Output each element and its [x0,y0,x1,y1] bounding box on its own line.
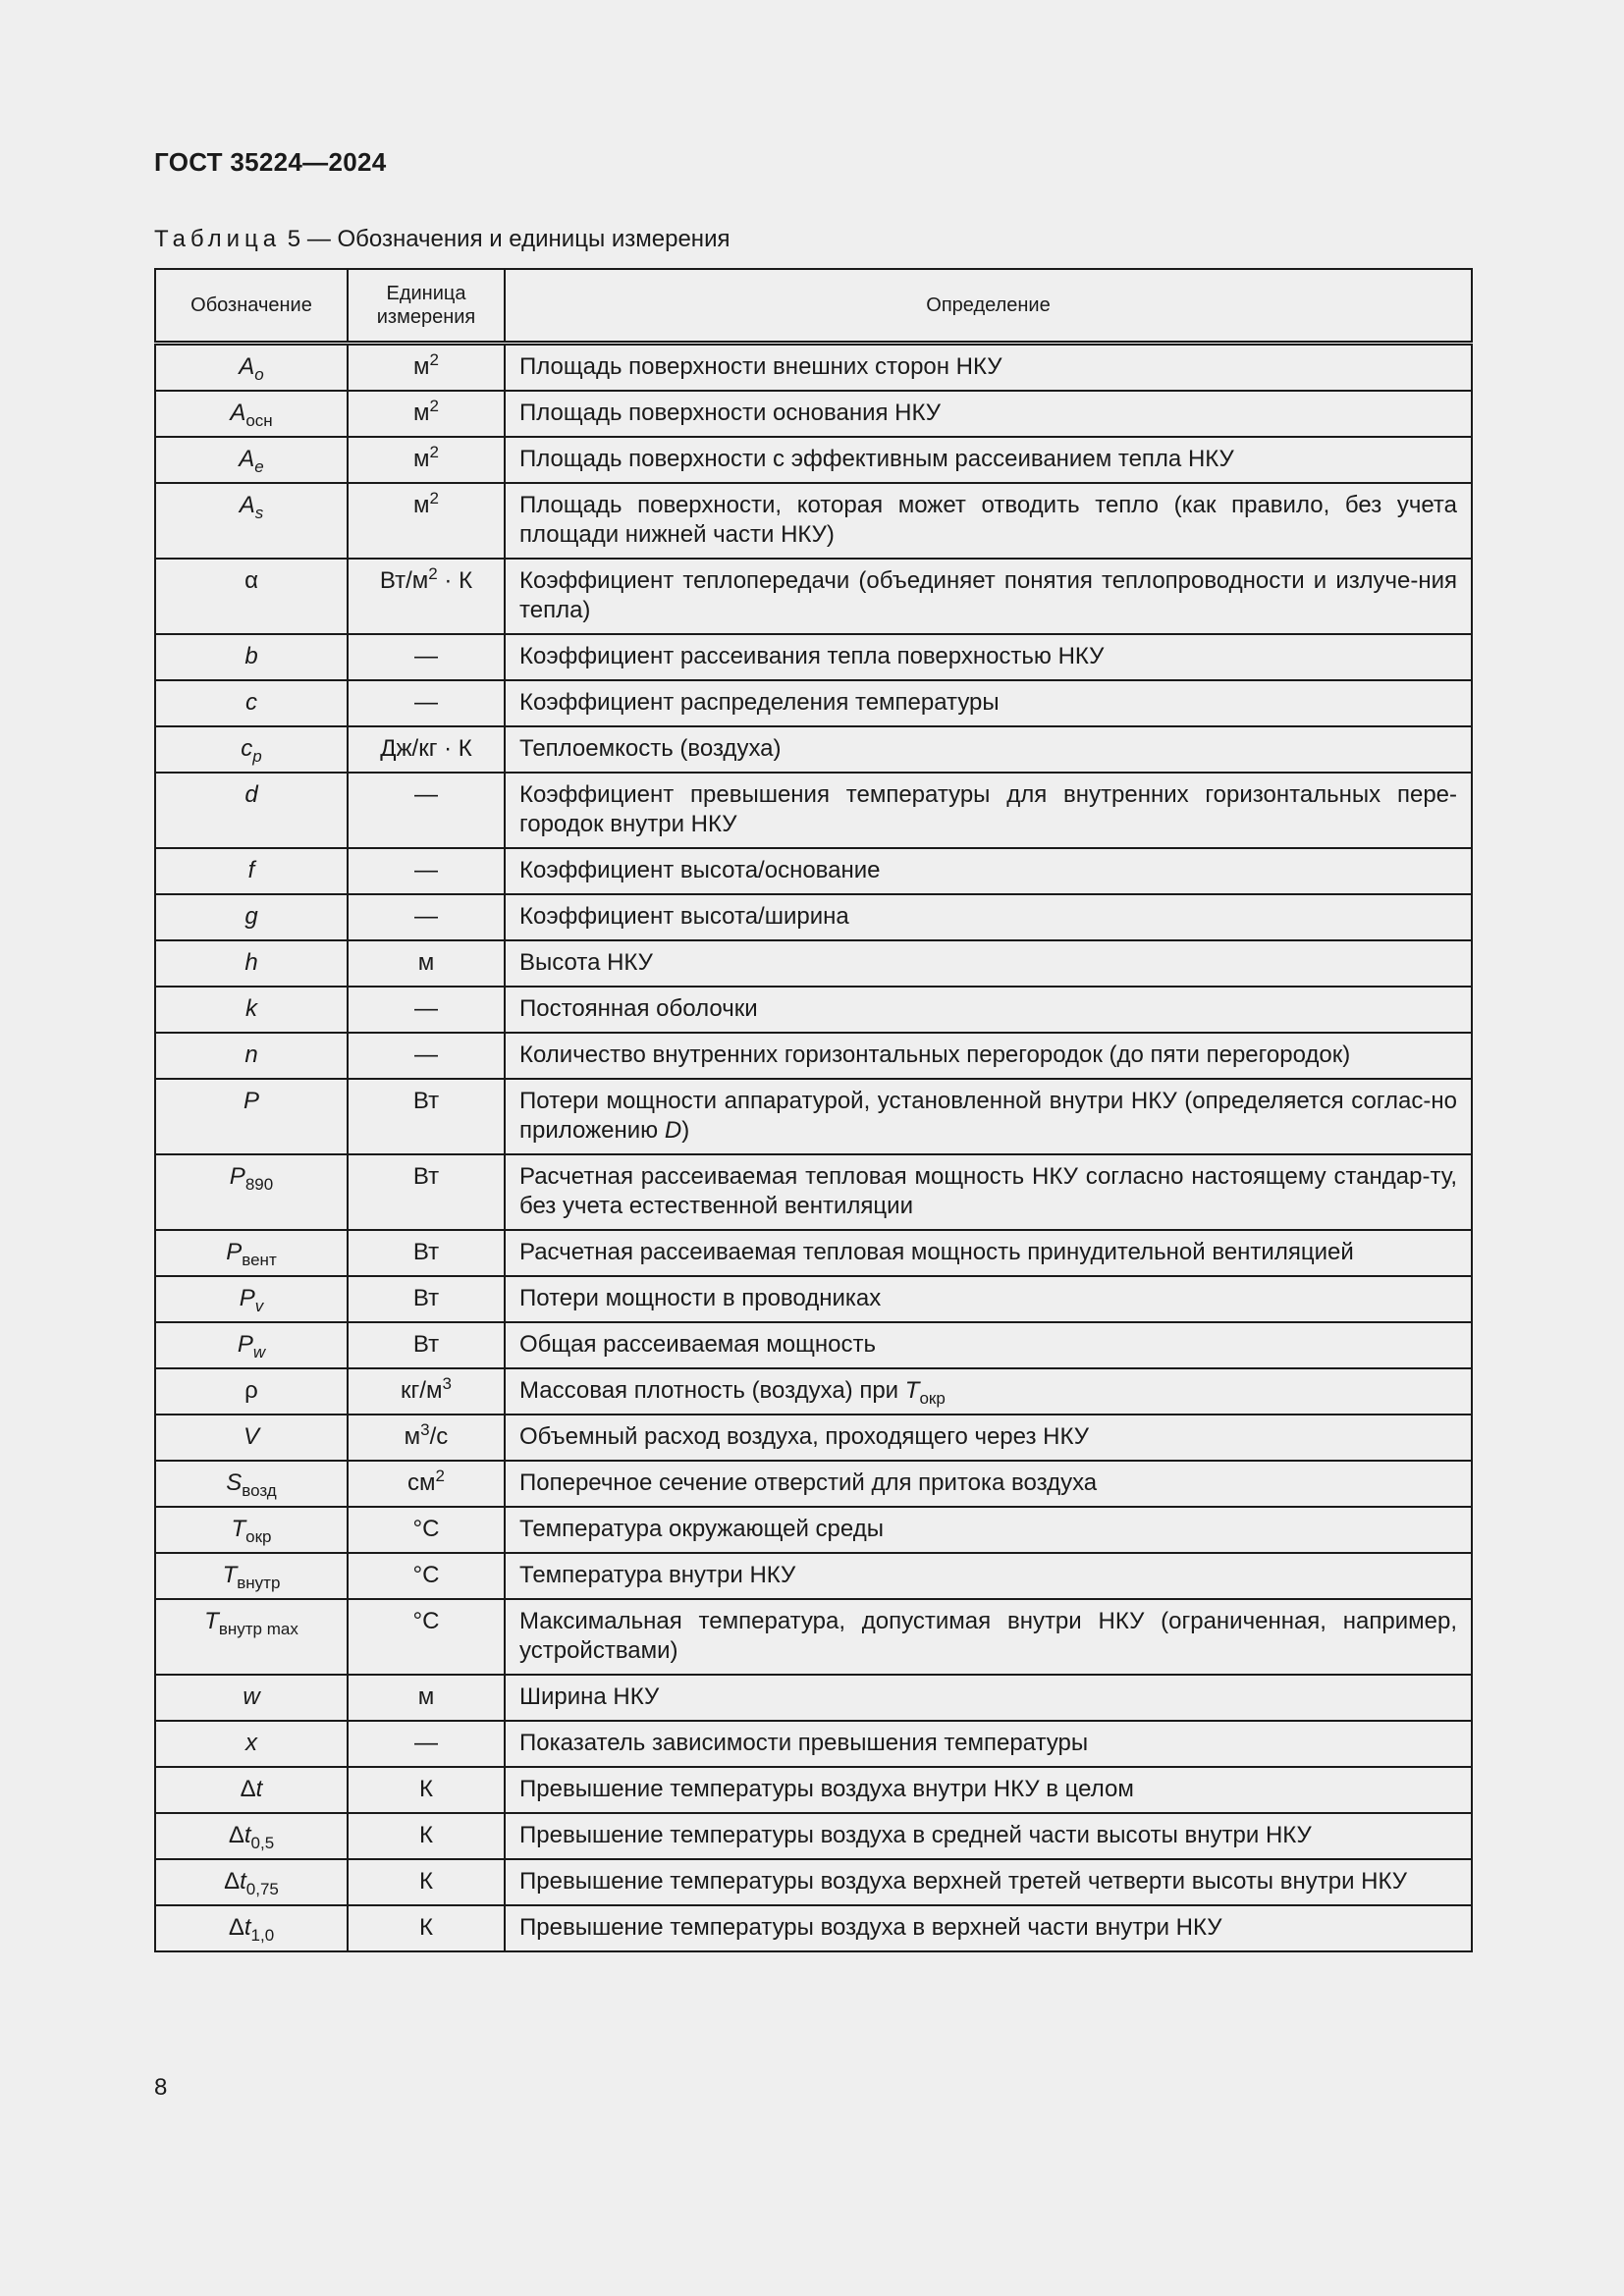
symbol-cell [155,437,348,483]
symbol-cell [155,559,348,634]
symbol-cell [155,1079,348,1154]
unit-main: — [414,857,438,883]
symbol-main: t [240,1868,246,1895]
page-number: 8 [154,2074,168,2101]
unit-main: м [404,1423,421,1450]
symbol-subscript: 0,75 [245,1880,279,1898]
symbol-cell [155,391,348,437]
symbol-main: T [231,1516,246,1542]
unit-cell [348,1461,505,1507]
symbol-main: S [226,1469,243,1496]
symbol-cell [155,1368,348,1415]
definition-suffix: ) [681,1117,690,1144]
table-row [155,1507,1472,1553]
definition-cell [505,680,1472,726]
unit-main: Вт [412,1331,440,1358]
unit-cell [348,483,505,559]
symbol-cell [155,344,348,392]
symbols-table [154,268,1473,1952]
unit-main: — [414,1041,438,1068]
definition-text: Расчетная рассеиваемая тепловая мощность принудительной вентиляцией [519,1239,1354,1265]
symbol-subscript: окр [245,1527,272,1546]
unit-main: Вт/м [379,567,429,594]
symbol-main: f [247,857,255,883]
unit-main: м [413,492,430,518]
definition-cell [505,726,1472,773]
unit-cell [348,1767,505,1813]
definition-text: Превышение температуры воздуха в средней части высоты внутри НКУ [519,1822,1312,1848]
symbol-subscript: внутр [237,1574,281,1592]
symbol-subscript: 890 [244,1175,274,1194]
symbol-cell [155,1859,348,1905]
unit-main: °С [412,1608,440,1634]
table-row [155,1767,1472,1813]
document-header: ГОСТ 35224—2024 [154,147,387,177]
symbol-main: A [230,400,246,426]
definition-text: Превышение температуры воздуха верхней третей четверти высоты внутри НКУ [519,1868,1407,1895]
definition-cell [505,1553,1472,1599]
unit-cell [348,987,505,1033]
symbol-cell [155,1230,348,1276]
unit-cell [348,1813,505,1859]
unit-main: К [419,1776,433,1802]
symbol-main: d [244,781,258,808]
unit-superscript: 2 [429,489,439,507]
symbol-cell [155,894,348,940]
definition-text: Максимальная температура, допустимая внутри НКУ (ограниченная, например, устройствами) [519,1608,1457,1664]
table-row [155,1905,1472,1951]
unit-cell [348,726,505,773]
definition-cell [505,1276,1472,1322]
definition-cell [505,1813,1472,1859]
definition-cell [505,1507,1472,1553]
table-row [155,726,1472,773]
unit-cell [348,634,505,680]
definition-text: Потери мощности в проводниках [519,1285,882,1311]
definition-text: Объемный расход воздуха, проходящего через НКУ [519,1423,1089,1450]
unit-main: м [413,400,430,426]
definition-cell [505,1859,1472,1905]
table-row [155,1461,1472,1507]
definition-cell [505,1675,1472,1721]
table-row [155,344,1472,392]
unit-main: м [413,353,430,380]
symbol-subscript: возд [242,1481,277,1500]
symbol-main: A [239,353,255,380]
column-header-definition: Определение [505,269,1472,344]
table-row [155,987,1472,1033]
unit-cell [348,1230,505,1276]
definition-text: Коэффициент распределения температуры [519,689,1000,716]
definition-cell [505,1767,1472,1813]
unit-cell [348,1553,505,1599]
definition-text: Температура внутри НКУ [519,1562,796,1588]
symbol-main: ρ [244,1377,258,1404]
definition-cell [505,1322,1472,1368]
definition-cell [505,940,1472,987]
symbol-cell [155,1033,348,1079]
unit-cell [348,1415,505,1461]
symbol-main: P [229,1163,245,1190]
table-row [155,1721,1472,1767]
symbol-cell [155,1154,348,1230]
table-row [155,848,1472,894]
unit-cell [348,1154,505,1230]
unit-superscript: 2 [429,443,439,461]
symbol-main: P [226,1239,243,1265]
symbol-main: α [244,567,258,594]
definition-cell [505,344,1472,392]
definition-text: Постоянная оболочки [519,995,758,1022]
definition-text: Превышение температуры воздуха внутри НКУ в целом [519,1776,1134,1802]
symbol-cell [155,1675,348,1721]
definition-cell [505,894,1472,940]
definition-text: Расчетная рассеиваемая тепловая мощность НКУ согласно настоящему стандар-ту, без учета естественной вентиляции [519,1163,1457,1219]
unit-superscript: 3 [420,1420,430,1439]
unit-cell [348,940,505,987]
unit-superscript: 2 [429,350,439,369]
definition-text: Коэффициент высота/ширина [519,903,849,930]
definition-cell [505,1368,1472,1415]
table-row [155,680,1472,726]
symbol-main: n [244,1041,258,1068]
unit-cell [348,1079,505,1154]
definition-cell [505,483,1472,559]
definition-text: Площадь поверхности, которая может отводить тепло (как правило, без учета площади нижней части НКУ) [519,492,1457,548]
symbol-cell [155,773,348,848]
symbol-subscript: o [254,365,264,384]
symbol-cell [155,1322,348,1368]
column-header-unit: Единица измерения [348,269,505,344]
unit-main: Дж/кг · К [380,735,472,762]
definition-cell [505,559,1472,634]
table-row [155,1415,1472,1461]
definition-italic: T [904,1377,920,1404]
symbol-subscript: w [252,1343,266,1362]
table-row [155,559,1472,634]
table-row [155,483,1472,559]
symbol-cell [155,1905,348,1951]
symbol-cell [155,1553,348,1599]
definition-text: Коэффициент теплопередачи (объединяет понятия теплопроводности и излуче-ния тепла) [519,567,1457,623]
table-row [155,1079,1472,1154]
unit-superscript: 2 [435,1467,445,1485]
unit-cell [348,437,505,483]
symbol-cell [155,1507,348,1553]
symbol-subscript: p [252,747,262,766]
symbol-main: V [243,1423,259,1450]
symbol-main: t [244,1914,251,1941]
unit-main: м [417,1683,435,1710]
unit-cell [348,1599,505,1675]
table-caption [154,226,730,253]
symbol-main: c [245,689,257,716]
definition-text: Площадь поверхности основания НКУ [519,400,941,426]
unit-superscript: 3 [442,1374,452,1393]
symbol-cell [155,483,348,559]
symbol-cell [155,1721,348,1767]
symbol-subscript: s [254,504,264,522]
table-row [155,1033,1472,1079]
definition-text: Коэффициент превышения температуры для внутренних горизонтальных пере-городок внутри НКУ [519,781,1457,837]
symbol-cell [155,1767,348,1813]
unit-cell [348,344,505,392]
unit-main: см [407,1469,436,1496]
definition-text: Превышение температуры воздуха в верхней части внутри НКУ [519,1914,1222,1941]
table-row [155,1368,1472,1415]
definition-italic: D [664,1117,682,1144]
unit-suffix: · К [437,567,473,594]
symbol-cell [155,848,348,894]
symbol-cell [155,726,348,773]
definition-cell [505,1905,1472,1951]
definition-cell [505,1154,1472,1230]
unit-superscript: 2 [428,564,438,583]
definition-text: Общая рассеиваемая мощность [519,1331,876,1358]
symbol-main: t [244,1822,251,1848]
unit-main: °С [412,1516,440,1542]
unit-cell [348,1276,505,1322]
table-row [155,634,1472,680]
unit-cell [348,1368,505,1415]
definition-text: Коэффициент рассеивания тепла поверхностью НКУ [519,643,1105,669]
definition-text: Температура окружающей среды [519,1516,884,1542]
unit-cell [348,391,505,437]
table-row [155,1322,1472,1368]
unit-main: — [414,903,438,930]
symbol-subscript: v [254,1297,264,1315]
definition-cell [505,1721,1472,1767]
symbol-subscript: 1,0 [250,1926,275,1945]
definition-cell [505,634,1472,680]
symbol-main: t [255,1776,263,1802]
unit-main: Вт [412,1285,440,1311]
symbol-main: P [237,1331,253,1358]
unit-cell [348,894,505,940]
table-row [155,894,1472,940]
symbol-subscript: 0,5 [250,1834,275,1852]
unit-main: м [417,949,435,976]
column-header-symbol: Обозначение [155,269,348,344]
symbol-cell [155,1276,348,1322]
symbol-cell [155,940,348,987]
unit-superscript: 2 [429,397,439,415]
table-caption-title: — Обозначения и единицы измерения [306,226,731,252]
unit-cell [348,1721,505,1767]
table-row [155,1276,1472,1322]
unit-cell [348,773,505,848]
unit-cell [348,680,505,726]
definition-text: Потери мощности аппаратурой, установленной внутри НКУ (определяется соглас-но приложению [519,1088,1457,1144]
symbol-main: k [245,995,257,1022]
table-row [155,1154,1472,1230]
symbol-cell [155,1599,348,1675]
symbol-main: A [239,492,255,518]
symbol-subscript: вент [242,1251,277,1269]
unit-main: — [414,643,438,669]
table-caption-number: 5 [287,226,301,252]
unit-main: К [419,1914,433,1941]
table-row [155,391,1472,437]
definition-cell [505,987,1472,1033]
unit-cell [348,848,505,894]
symbol-cell [155,1415,348,1461]
symbol-prefix: Δ [224,1868,241,1895]
definition-cell [505,1079,1472,1154]
unit-main: — [414,689,438,716]
symbol-main: P [243,1088,259,1114]
symbol-main: c [241,735,253,762]
unit-main: К [419,1822,433,1848]
symbol-cell [155,1813,348,1859]
unit-main: — [414,1730,438,1756]
table-caption-label: Таблица [154,226,282,252]
table-row [155,940,1472,987]
symbol-prefix: Δ [228,1914,244,1941]
unit-main: — [414,781,438,808]
unit-cell [348,1322,505,1368]
symbol-subscript: e [254,457,264,476]
definition-cell [505,773,1472,848]
symbol-main: h [244,949,258,976]
unit-main: Вт [412,1163,440,1190]
unit-suffix: /с [429,1423,449,1450]
definition-cell [505,437,1472,483]
symbol-cell [155,680,348,726]
unit-main: К [419,1868,433,1895]
unit-main: °С [412,1562,440,1588]
definition-cell [505,391,1472,437]
table-row [155,1813,1472,1859]
definition-text: Теплоемкость (воздуха) [519,735,782,762]
symbol-cell [155,634,348,680]
symbol-main: x [245,1730,257,1756]
symbol-main: A [239,446,255,472]
table-row [155,1230,1472,1276]
definition-text: Площадь поверхности внешних сторон НКУ [519,353,1002,380]
symbol-subscript: внутр max [218,1620,298,1638]
symbol-main: g [244,903,258,930]
symbol-main: T [222,1562,238,1588]
symbol-main: b [244,643,258,669]
definition-text: Высота НКУ [519,949,653,976]
definition-cell [505,1599,1472,1675]
definition-text: Количество внутренних горизонтальных перегородок (до пяти перегородок) [519,1041,1351,1068]
symbol-main: P [239,1285,255,1311]
unit-cell [348,1675,505,1721]
unit-main: — [414,995,438,1022]
definition-cell [505,1230,1472,1276]
unit-main: м [413,446,430,472]
symbol-cell [155,987,348,1033]
table-header-row [155,269,1472,344]
definition-cell [505,1415,1472,1461]
definition-cell [505,1461,1472,1507]
definition-text: Ширина НКУ [519,1683,660,1710]
definition-text: Коэффициент высота/основание [519,857,881,883]
table-row [155,773,1472,848]
symbol-main: w [243,1683,260,1710]
definition-cell [505,848,1472,894]
definition-text: Массовая плотность (воздуха) при [519,1377,899,1404]
table-row [155,1859,1472,1905]
unit-main: Вт [412,1239,440,1265]
symbol-prefix: Δ [240,1776,256,1802]
table-row [155,1675,1472,1721]
unit-main: Вт [412,1088,440,1114]
symbol-cell [155,1461,348,1507]
table-row [155,1599,1472,1675]
symbol-prefix: Δ [228,1822,244,1848]
table-row [155,437,1472,483]
unit-cell [348,1905,505,1951]
unit-cell [348,1507,505,1553]
unit-cell [348,1859,505,1905]
definition-text: Показатель зависимости превышения температуры [519,1730,1089,1756]
definition-subscript: окр [919,1389,946,1408]
definition-cell [505,1033,1472,1079]
definition-text: Поперечное сечение отверстий для притока воздуха [519,1469,1098,1496]
table-row [155,1553,1472,1599]
unit-main: кг/м [401,1377,443,1404]
unit-cell [348,559,505,634]
definition-text: Площадь поверхности с эффективным рассеиванием тепла НКУ [519,446,1234,472]
symbol-main: T [204,1608,219,1634]
unit-cell [348,1033,505,1079]
symbol-subscript: осн [245,411,273,430]
